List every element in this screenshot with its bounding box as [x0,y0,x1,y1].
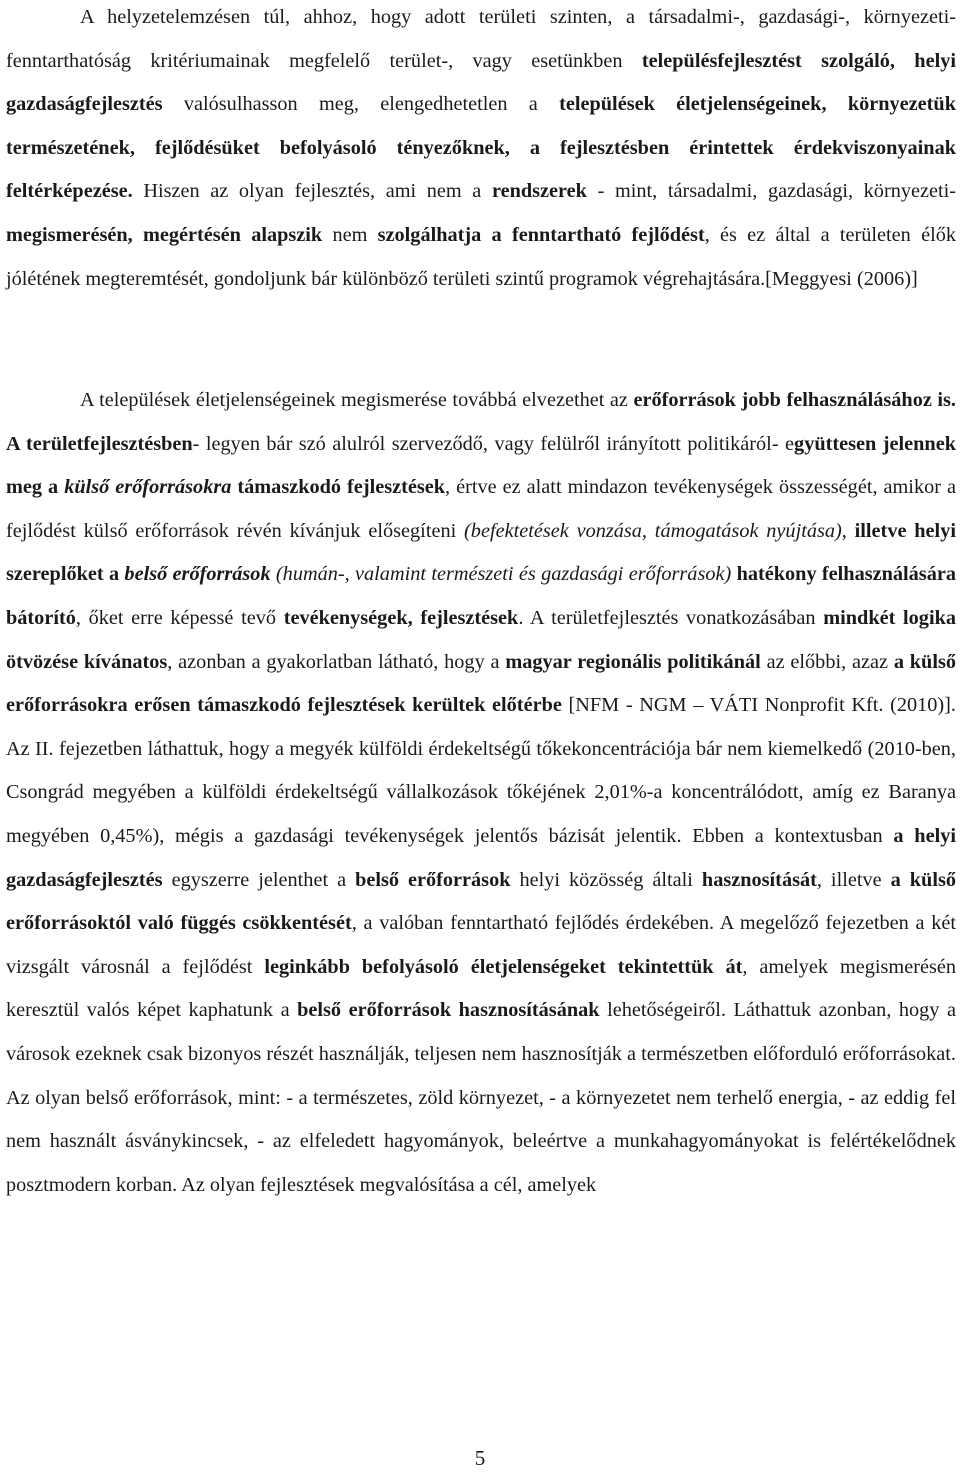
text-run: - legyen bár szó alulról szerveződő, vagy felülről irányított politikáról- e [192,432,795,455]
text-run: valósulhasson meg, elengedhetetlen a [162,93,560,116]
text-run: helyi közösség általi [510,868,702,891]
bold-text: belső erőforrások [355,868,511,891]
bold-italic-text: belső erőforrások [124,563,271,586]
text-run: A települések életjelenségeinek megismerése továbbá elvezethet az [80,389,634,411]
bold-text: települések életjelenségeinek, környezetük természetének, fejlődésüket befolyásoló tényezőknek, a fejlesztésben érintettek érdekviszonyainak feltérképezése. [6,93,956,203]
document-page [6,0,956,1480]
bold-text: hasznosítását [701,868,817,891]
bold-text: megismerésén, megértésén alapszik [6,223,323,246]
text-run: , és ez által a területen élők jólétének megteremtését, gondoljunk bár különböző területi szintű programok végrehajtására.[Meggyesi (2006)] [6,223,956,290]
bold-text: szolgálhatja a fenntartható fejlődést [377,223,705,246]
bold-text: a helyi gazdaságfejlesztés [6,824,956,891]
bold-text: magyar regionális politikánál [505,650,761,673]
bold-text: leginkább befolyásoló életjelenségeket tekintettük át [264,955,743,978]
bold-text: tevékenységek, fejlesztések [283,606,519,629]
text-run: . A területfejlesztés vonatkozásában [518,606,824,629]
bold-text: illetve helyi szereplőket a [6,519,956,586]
text-run: - mint, társadalmi, gazdasági, környezeti- [586,180,957,203]
text-run: , azonban a gyakorlatban látható, hogy a [167,650,506,673]
italic-text: (befektetések vonzása, támogatások nyújtása) [464,519,842,542]
text-run: Hiszen az olyan fejlesztés, ami nem a [132,180,492,203]
text-run: lehetőségeiről. Láthattuk azonban, hogy a városok ezeknek csak bizonyos részét használják, teljesen nem hasznosítják a természetben előforduló erőforrásokat. Az olyan belső erőforrások, mint: - a természetes, zöld környezet, - a környezetet nem terhelő energia, - az eddig fel nem használt ásványkincsek, - az elfeledett hagyományok, beleértve a munkahagyományokat is felértékelődnek posztmodern korban. Az olyan fejlesztések megvalósítása a cél, amelyek [6,999,956,1196]
page-number: 5 [474,1446,486,1470]
text-run: egyszerre jelenthet a [162,868,356,891]
paragraph-2 [6,379,956,1207]
text-run: , a valóban fenntartható fejlődés érdekében. A megelőző fejezetben a két vizsgált városnál a fejlődést [6,912,956,978]
bold-italic-text: külső erőforrásokra [64,476,232,499]
italic-text: (humán-, valamint természeti és gazdasági erőforrások) [275,563,732,586]
bold-text: A területfejlesztésben [6,432,193,455]
bold-text: a külső erőforrásoktól való függés csökkentését [6,868,956,935]
text-run: , értve ez alatt mindazon tevékenységek összességét, amikor a fejlődést külső erőforrások révén kívánjuk elősegíteni [6,476,956,542]
text-run: , őket erre képessé tevő [75,606,284,629]
bold-text: gyüttesen jelennek meg a [6,432,956,499]
text-run: nem [322,223,378,246]
text-run: az előbbi, azaz [760,650,894,673]
text-run: , amelyek megismerésén keresztül valós képet kaphatunk a [6,955,956,1022]
text-run: A helyzetelemzésen túl, ahhoz, hogy adott területi szinten, a társadalmi-, gazdasági-, környezeti- fenntarthatóság kritériumainak megfelelő terület-, vagy esetünkben [6,6,956,72]
text-run: , [841,519,855,542]
text-run: , illetve [816,868,891,891]
bold-text: erőforrások jobb felhasználásához is. [633,389,956,411]
bold-text: településfejlesztést szolgáló, helyi gazdaságfejlesztés [6,49,956,116]
bold-text: a külső erőforrásokra erősen támaszkodó fejlesztések kerültek előtérbe [6,650,956,717]
paragraph-1 [6,0,956,301]
bold-text: hatékony felhasználására bátorító [6,563,956,629]
bold-text: belső erőforrások hasznosításának [297,999,600,1022]
text-run: [NFM - NGM – VÁTI Nonprofit Kft. (2010)]. Az II. fejezetben láthattuk, hogy a megyék külföldi érdekeltségű tőkekoncentrációja bár nem kiemelkedő (2010-ben, Csongrád megyében a külföldi érdekeltségű vállalkozások tőkéjének 2,01%-a koncentrálódott, amíg ez Baranya megyében 0,45%), mégis a gazdasági tevékenységek jelentős bázisát jelentik. Ebben a kontextusban [6,694,956,847]
bold-text: támaszkodó fejlesztések [231,476,446,499]
bold-text: mindkét logika ötvözése kívánatos [6,606,956,673]
bold-text: rendszerek [491,180,587,203]
